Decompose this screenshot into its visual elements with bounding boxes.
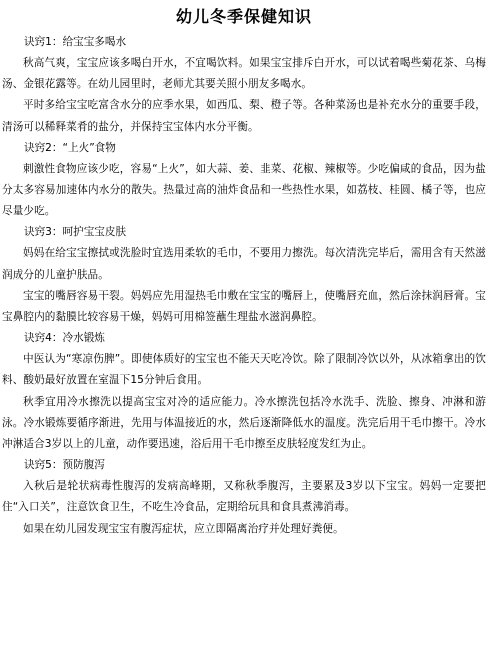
section-heading: 诀窍5：预防腹泻 [24,459,105,472]
section-heading: 诀窍4：冷水锻炼 [24,332,105,345]
section-paragraph: 秋季宜用冷水擦洗以提高宝宝对冷的适应能力。冷水擦洗包括冷水洗手、洗脸、擦身、冲淋和游泳。冷水锻炼要循序渐进，先用与体温接近的水，然后逐渐降低水的温度。洗完后用干毛巾擦干。冷水冲淋适合3岁以上的儿童，动作要迅速，浴后用干毛巾擦至皮肤轻度发红为止。 [2,395,486,451]
section-paragraph: 平时多给宝宝吃富含水分的应季水果，如西瓜、梨、橙子等。各种菜汤也是补充水分的重要手段，清汤可以稀释菜肴的盐分，并保持宝宝体内水分平衡。 [2,99,486,133]
page-title: 幼儿冬季保健知识 [175,7,312,26]
section-paragraph: 入秋后是轮状病毒性腹泻的发病高峰期，又称秋季腹泻，主要累及3岁以下宝宝。妈妈一定要把住“入口关”，注意饮食卫生，不吃生冷食品，定期给玩具和食具煮沸消毒。 [2,480,486,514]
section-paragraph: 如果在幼儿园发现宝宝有腹泻症状，应立即隔离治疗并处理好粪便。 [23,522,344,535]
section-paragraph: 妈妈在给宝宝擦拭或洗脸时宜选用柔软的毛巾，不要用力擦洗。每次清洗完毕后，需用含有天然滋润成分的儿童护肤品。 [2,247,486,281]
section-heading: 诀窍3：呵护宝宝皮肤 [24,226,127,239]
section-heading: 诀窍1：给宝宝多喝水 [24,36,127,48]
section-3 [2,222,486,328]
section-heading: 诀窍2：“上火”食物 [24,141,116,154]
section-4 [2,328,486,455]
section-paragraph: 秋高气爽，宝宝应该多喝白开水，不宜喝饮料。如果宝宝排斥白开水，可以试着喝些菊花茶、乌梅汤、金银花露等。在幼儿园里时，老师尤其要关照小朋友多喝水。 [2,57,486,91]
section-paragraph: 刺激性食物应该少吃，容易“上火”，如大蒜、姜、韭菜、花椒、辣椒等。少吃偏咸的食品，因为盐分太多容易加速体内水分的散失。热量过高的油炸食品和一些热性水果，如荔枝、桂圆、橘子等，也应尽量少吃。 [2,162,486,218]
section-paragraph: 宝宝的嘴唇容易干裂。妈妈应先用湿热毛巾敷在宝宝的嘴唇上，使嘴唇充血，然后涂抹润唇膏。宝宝鼻腔内的黏膜比较容易干燥，妈妈可用棉签蘸生理盐水滋润鼻腔。 [2,289,486,324]
section-2 [2,138,486,223]
section-1 [2,32,486,138]
section-5 [2,455,486,540]
section-paragraph: 中医认为“寒凉伤脾”。即使体质好的宝宝也不能天天吃冷饮。除了限制冷饮以外，从冰箱拿出的饮料、酸奶最好放置在室温下15分钟后食用。 [2,353,486,387]
